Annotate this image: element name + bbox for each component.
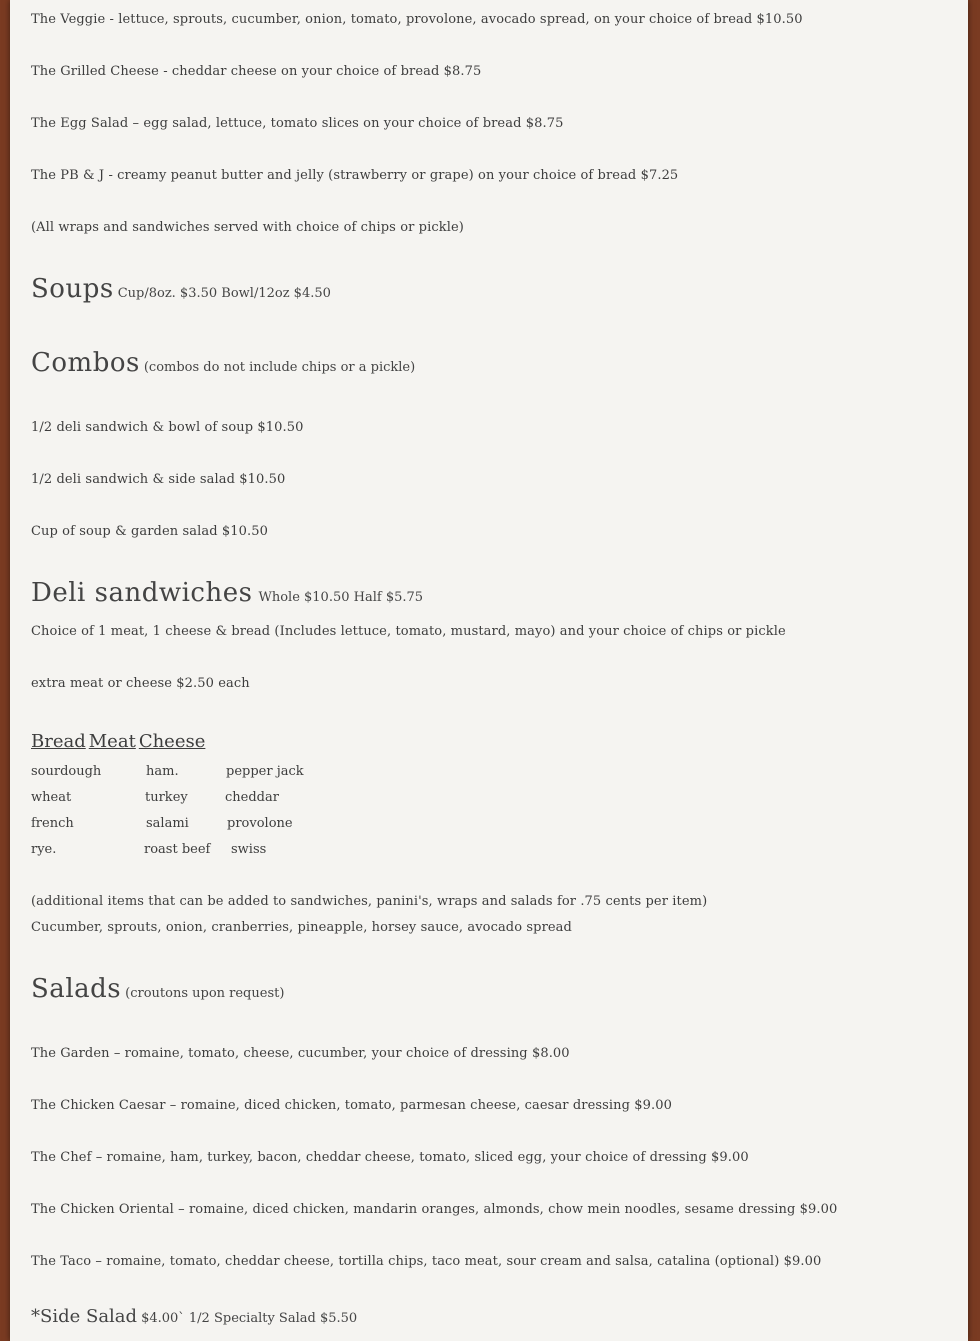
combo-item: 1/2 deli sandwich & side salad $10.50 — [31, 472, 286, 487]
side-salad-row — [31, 1306, 357, 1327]
salads-heading-row — [31, 974, 284, 1004]
bread-option: rye. — [31, 842, 57, 857]
bread-option: french — [31, 816, 74, 831]
deli-prices: Whole $10.50 Half $5.75 — [258, 590, 424, 605]
menu-page — [10, 0, 968, 1341]
menu-item-grilled-cheese: The Grilled Cheese - cheddar cheese on your choice of bread $8.75 — [31, 64, 482, 79]
meat-option: turkey — [145, 790, 188, 805]
combo-item: 1/2 deli sandwich & bowl of soup $10.50 — [31, 420, 304, 435]
meat-option: ham. — [146, 764, 179, 779]
cheese-option: cheddar — [225, 790, 279, 805]
additional-items: Cucumber, sprouts, onion, cranberries, pineapple, horsey sauce, avocado spread — [31, 920, 572, 935]
menu-item-veggie: The Veggie - lettuce, sprouts, cucumber, onion, tomato, provolone, avocado spread, on your choice of bread $10.50 — [31, 12, 803, 27]
deli-extra: extra meat or cheese $2.50 each — [31, 676, 250, 691]
meat-option: salami — [146, 816, 189, 831]
bread-option: wheat — [31, 790, 72, 805]
salads-note: (croutons upon request) — [125, 986, 285, 1001]
additional-note: (additional items that can be added to sandwiches, panini's, wraps and salads for .75 cents per item) — [31, 894, 708, 909]
wraps-note: (All wraps and sandwiches served with choice of chips or pickle) — [31, 220, 464, 235]
salad-item: The Taco – romaine, tomato, cheddar cheese, tortilla chips, taco meat, sour cream and salsa, catalina (optional) $9.00 — [31, 1254, 822, 1269]
cheese-option: pepper jack — [226, 764, 304, 779]
bread-option: sourdough — [31, 764, 102, 779]
salad-item: The Chef – romaine, ham, turkey, bacon, cheddar cheese, tomato, sliced egg, your choice of dressing $9.00 — [31, 1150, 749, 1165]
meat-header: Meat — [88, 731, 136, 752]
bread-header: Bread — [31, 731, 86, 752]
combos-note: (combos do not include chips or a pickle) — [143, 360, 416, 375]
meat-option: roast beef — [144, 842, 211, 857]
salad-item: The Chicken Oriental – romaine, diced chicken, mandarin oranges, almonds, chow mein noodles, sesame dressing $9.00 — [31, 1202, 838, 1217]
soups-prices: Cup/8oz. $3.50 Bowl/12oz $4.50 — [117, 286, 331, 301]
combos-heading-row — [31, 348, 415, 378]
side-salad-prices: $4.00` 1/2 Specialty Salad $5.50 — [141, 1311, 358, 1326]
salads-heading: Salads — [31, 974, 122, 1004]
cheese-header: Cheese — [138, 731, 206, 752]
salad-item: The Garden – romaine, tomato, cheese, cucumber, your choice of dressing $8.00 — [31, 1046, 570, 1061]
cheese-option: swiss — [231, 842, 267, 857]
cheese-option: provolone — [227, 816, 293, 831]
deli-choice: Choice of 1 meat, 1 cheese & bread (Includes lettuce, tomato, mustard, mayo) and your choice of chips or pickle — [31, 624, 786, 639]
deli-heading-row — [31, 578, 423, 608]
salad-item: The Chicken Caesar – romaine, diced chicken, tomato, parmesan cheese, caesar dressing $9.00 — [31, 1098, 673, 1113]
deli-heading: Deli sandwiches — [31, 578, 253, 608]
combo-item: Cup of soup & garden salad $10.50 — [31, 524, 268, 539]
deli-column-headers — [31, 731, 208, 752]
soups-heading-row — [31, 274, 331, 304]
menu-item-pbj: The PB & J - creamy peanut butter and jelly (strawberry or grape) on your choice of bread $7.25 — [31, 168, 679, 183]
combos-heading: Combos — [31, 348, 140, 378]
soups-heading: Soups — [31, 274, 114, 304]
side-salad-heading: *Side Salad — [31, 1306, 138, 1327]
menu-item-egg-salad: The Egg Salad – egg salad, lettuce, tomato slices on your choice of bread $8.75 — [31, 116, 564, 131]
